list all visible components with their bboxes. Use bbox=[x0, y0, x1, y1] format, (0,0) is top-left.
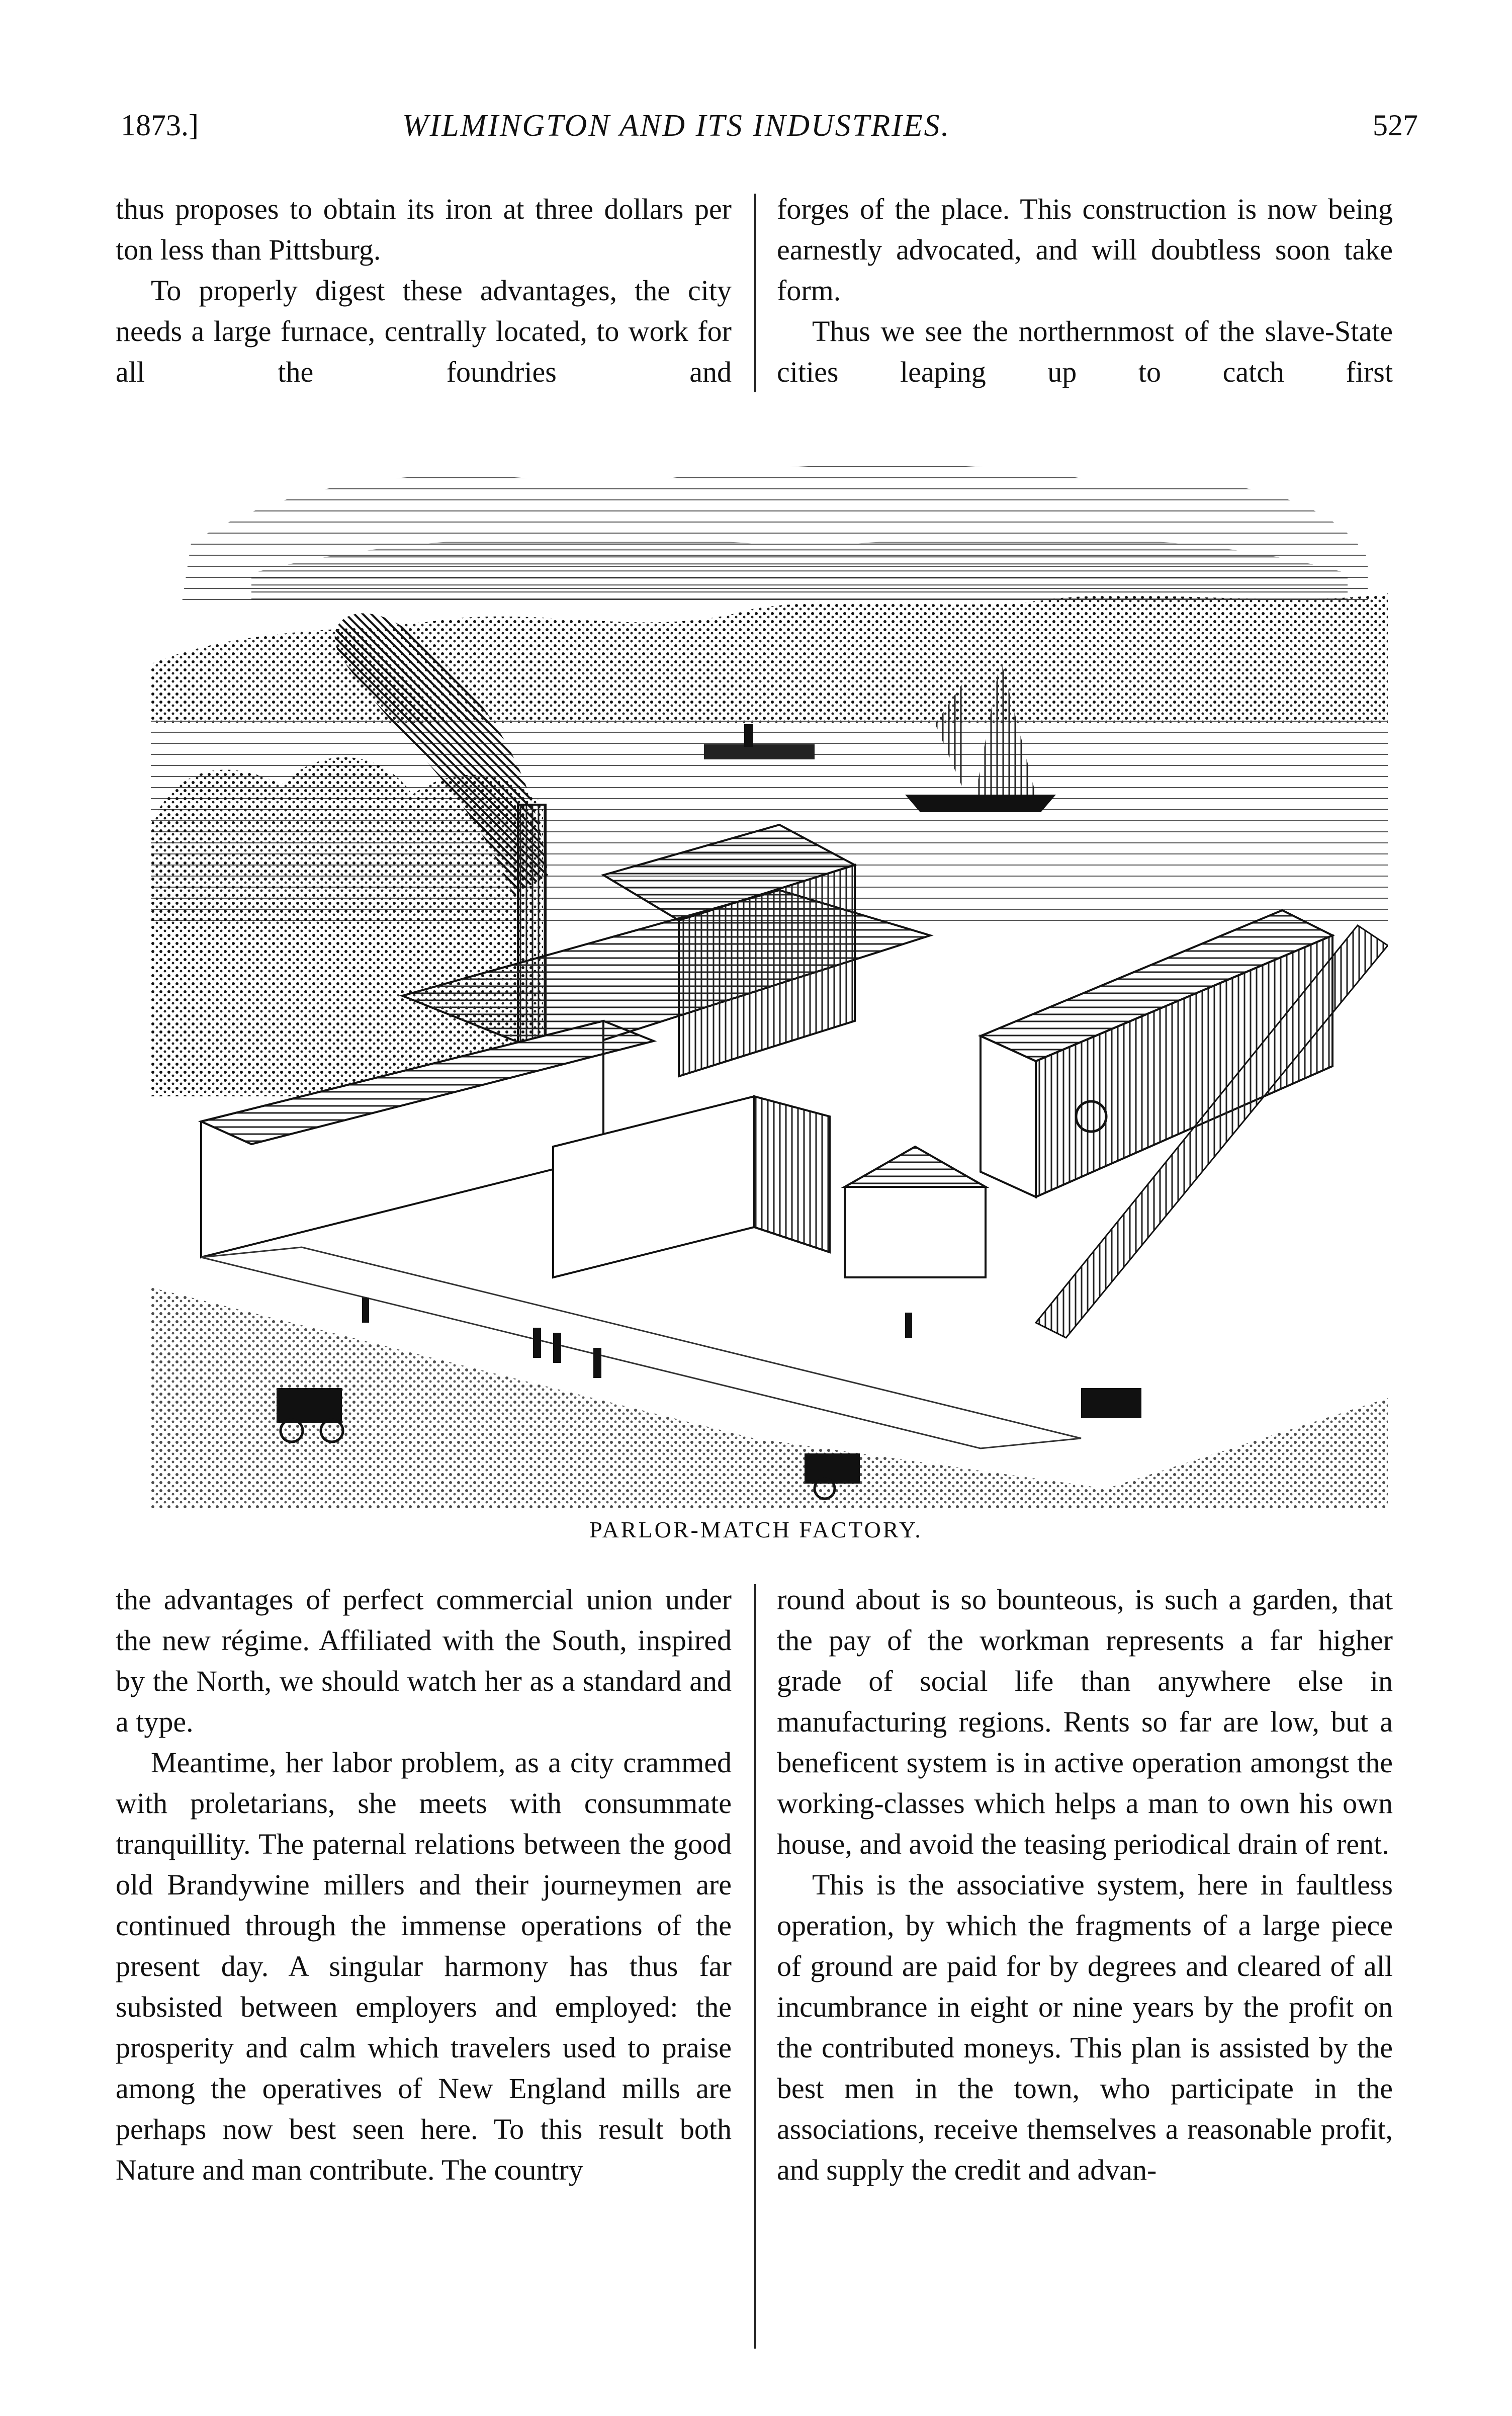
paragraph: round about is so bounteous, is such a garden, that the pay of the workman represents a far higher grade of social life than anywhere else in manufacturing regions. Rents so far are low, but a beneficent system is in active operation amongst the working-classes which helps a man to own his own house, and avoid the teasing periodical drain of rent. bbox=[777, 1583, 1393, 1860]
figure-caption: PARLOR-MATCH FACTORY. bbox=[589, 1517, 923, 1542]
column-rule bbox=[754, 194, 756, 392]
small-house bbox=[845, 1147, 986, 1277]
sky-clouds bbox=[181, 464, 1368, 609]
paragraph: Thus we see the northernmost of the slave-State cities leaping up to catch first bbox=[777, 315, 1393, 388]
top-right-column bbox=[777, 189, 1393, 390]
header-year: 1873.] bbox=[121, 109, 199, 142]
bottom-right-column bbox=[777, 1579, 1393, 2384]
paragraph: thus proposes to obtain its iron at three dollars per ton less than Pittsburg. bbox=[116, 193, 732, 266]
paragraph: Meantime, her labor problem, as a city crammed with proletarians, she meets with consummate tranquillity. The paternal relations between the good old Brandywine millers and their journeymen are continued through the immense operations of the present day. A singular harmony has thus far subsisted between employers and employed: the prosperity and calm which travelers used to praise among the operatives of New England mills are perhaps now best seen here. To this result both Nature and man contribute. The country bbox=[116, 1746, 732, 2186]
factory-engraving bbox=[151, 443, 1388, 1509]
page-number: 527 bbox=[1373, 109, 1418, 142]
running-header bbox=[116, 108, 1423, 148]
paragraph: This is the associative system, here in faultless operation, by which the fragments of a large piece of ground are paid for by degrees and cleared of all incumbrance in eight or nine years by the profit on the contributed moneys. This plan is assisted by the best men in the town, who participate in the associations, receive themselves a reasonable profit, and supply the credit and advan- bbox=[777, 1868, 1393, 2186]
paragraph: the advantages of perfect commercial union under the new régime. Affiliated with the South, inspired by the North, we should watch her as a standard and a type. bbox=[116, 1583, 732, 1738]
top-left-column bbox=[116, 189, 732, 390]
column-rule bbox=[754, 1584, 756, 2349]
header-title: WILMINGTON AND ITS INDUSTRIES. bbox=[402, 109, 951, 143]
distant-hills bbox=[151, 593, 1388, 724]
paragraph: To properly digest these advantages, the city needs a large furnace, centrally located, to work for all the foundries and bbox=[116, 274, 732, 388]
paragraph: forges of the place. This construction is now being earnestly advocated, and will doubtless soon take form. bbox=[777, 193, 1393, 307]
bottom-left-column bbox=[116, 1579, 732, 2384]
